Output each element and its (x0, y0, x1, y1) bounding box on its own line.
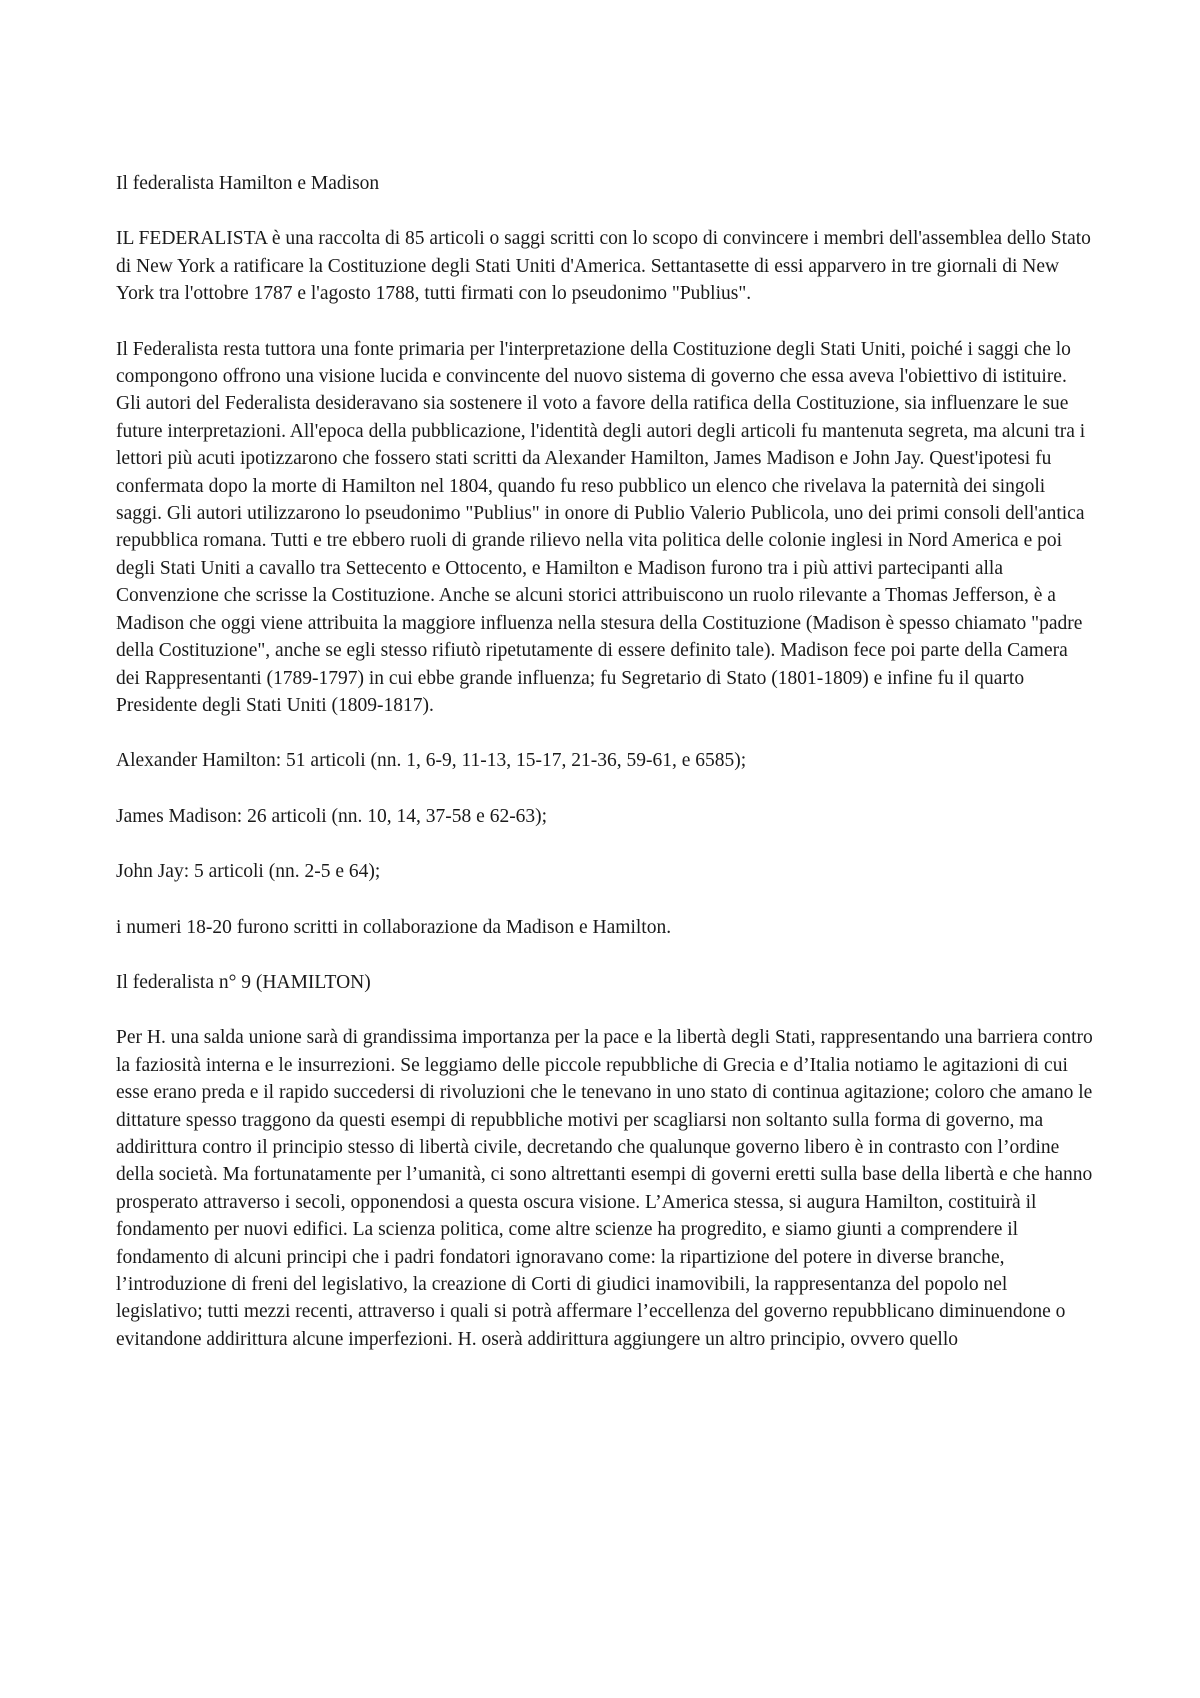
section-paragraph: Per H. una salda unione sarà di grandissima importanza per la pace e la libertà degli Stati, rappresentando una barriera contro la faziosità interna e le insurrezioni. Se leggiamo delle piccole repubbliche di Grecia e d’Italia notiamo le agitazioni di cui esse erano preda e il rapido succedersi di rivoluzioni che le tenevano in uno stato di continua agitazione; coloro che amano le dittature spesso traggono da questi esempi di repubbliche motivi per scagliarsi non soltanto sulla forma di governo, ma addirittura contro il principio stesso di libertà civile, decretando che qualunque governo libero è in contrasto con l’ordine della società. Ma fortunatamente per l’umanità, ci sono altrettanti esempi di governi eretti sulla base della libertà e che hanno prosperato attraverso i secoli, opponendosi a questa oscura visione. L’America stessa, si augura Hamilton, costituirà il fondamento per nuovi edifici. La scienza politica, come altre scienze ha progredito, e siamo giunti a comprendere il fondamento di alcuni principi che i padri fondatori ignoravano come: la ripartizione del potere in diverse branche, l’introduzione di freni del legislativo, la creazione di Corti di giudici inamovibili, la rappresentanza del popolo nel legislativo; tutti mezzi recenti, attraverso i quali si potrà affermare l’eccellenza del governo repubblicano diminuendone o evitandone addirittura alcune imperfezioni. H. oserà addirittura aggiungere un altro principio, ovvero quello (116, 1027, 1093, 1350)
intro-paragraph: IL FEDERALISTA è una raccolta di 85 articoli o saggi scritti con lo scopo di convincere i membri dell'assemblea dello Stato di New York a ratificare la Costituzione degli Stati Uniti d'America. Settantasette di essi apparvero in tre giornali di New York tra l'ottobre 1787 e l'agosto 1788, tutti firmati con lo pseudonimo "Publius". (116, 228, 1091, 305)
document-title: Il federalista Hamilton e Madison (116, 173, 380, 194)
section-title: Il federalista n° 9 (HAMILTON) (116, 971, 371, 993)
author-line-jay: John Jay: 5 articoli (nn. 2-5 e 64); (116, 861, 381, 883)
history-paragraph: Il Federalista resta tuttora una fonte primaria per l'interpretazione della Costituzione degli Stati Uniti, poiché i saggi che lo compongono offrono una visione lucida e convincente del nuovo sistema di governo che essa aveva l'obiettivo di istituire. Gli autori del Federalista desideravano sia sostenere il voto a favore della ratifica della Costituzione, sia influenzare le sue future interpretazioni. All'epoca della pubblicazione, l'identità degli autori degli articoli fu mantenuta segreta, ma alcuni tra i lettori più acuti ipotizzarono che fossero stati scritti da Alexander Hamilton, James Madison e John Jay. Quest'ipotesi fu confermata dopo la morte di Hamilton nel 1804, quando fu reso pubblico un elenco che rivelava la paternità dei singoli saggi. Gli autori utilizzarono lo pseudonimo "Publius" in onore di Publio Valerio Publicola, uno dei primi consoli dell'antica repubblica romana. Tutti e tre ebbero ruoli di grande rilievo nella vita politica delle colonie inglesi in Nord America e poi degli Stati Uniti a cavallo tra Settecento e Ottocento, e Hamilton e Madison furono tra i più attivi partecipanti alla Convenzione che scrisse la Costituzione. Anche se alcuni storici attribuiscono un ruolo rilevante a Thomas Jefferson, è a Madison che oggi viene attribuita la maggiore influenza nella stesura della Costituzione (Madison è spesso chiamato "padre della Costituzione", anche se egli stesso rifiutò ripetutamente di essere definito tale). Madison fece poi parte della Camera dei Rappresentanti (1789-1797) in cui ebbe grande influenza; fu Segretario di Stato (1801-1809) e infine fu il quarto Presidente degli Stati Uniti (1809-1817). (116, 338, 1086, 716)
author-line-hamilton: Alexander Hamilton: 51 articoli (nn. 1, 6-9, 11-13, 15-17, 21-36, 59-61, e 6585); (116, 750, 747, 772)
document-page (116, 170, 1096, 1353)
author-line-madison: James Madison: 26 articoli (nn. 10, 14, 37-58 e 62-63); (116, 805, 548, 827)
author-line-collaboration: i numeri 18-20 furono scritti in collaborazione da Madison e Hamilton. (116, 916, 672, 938)
